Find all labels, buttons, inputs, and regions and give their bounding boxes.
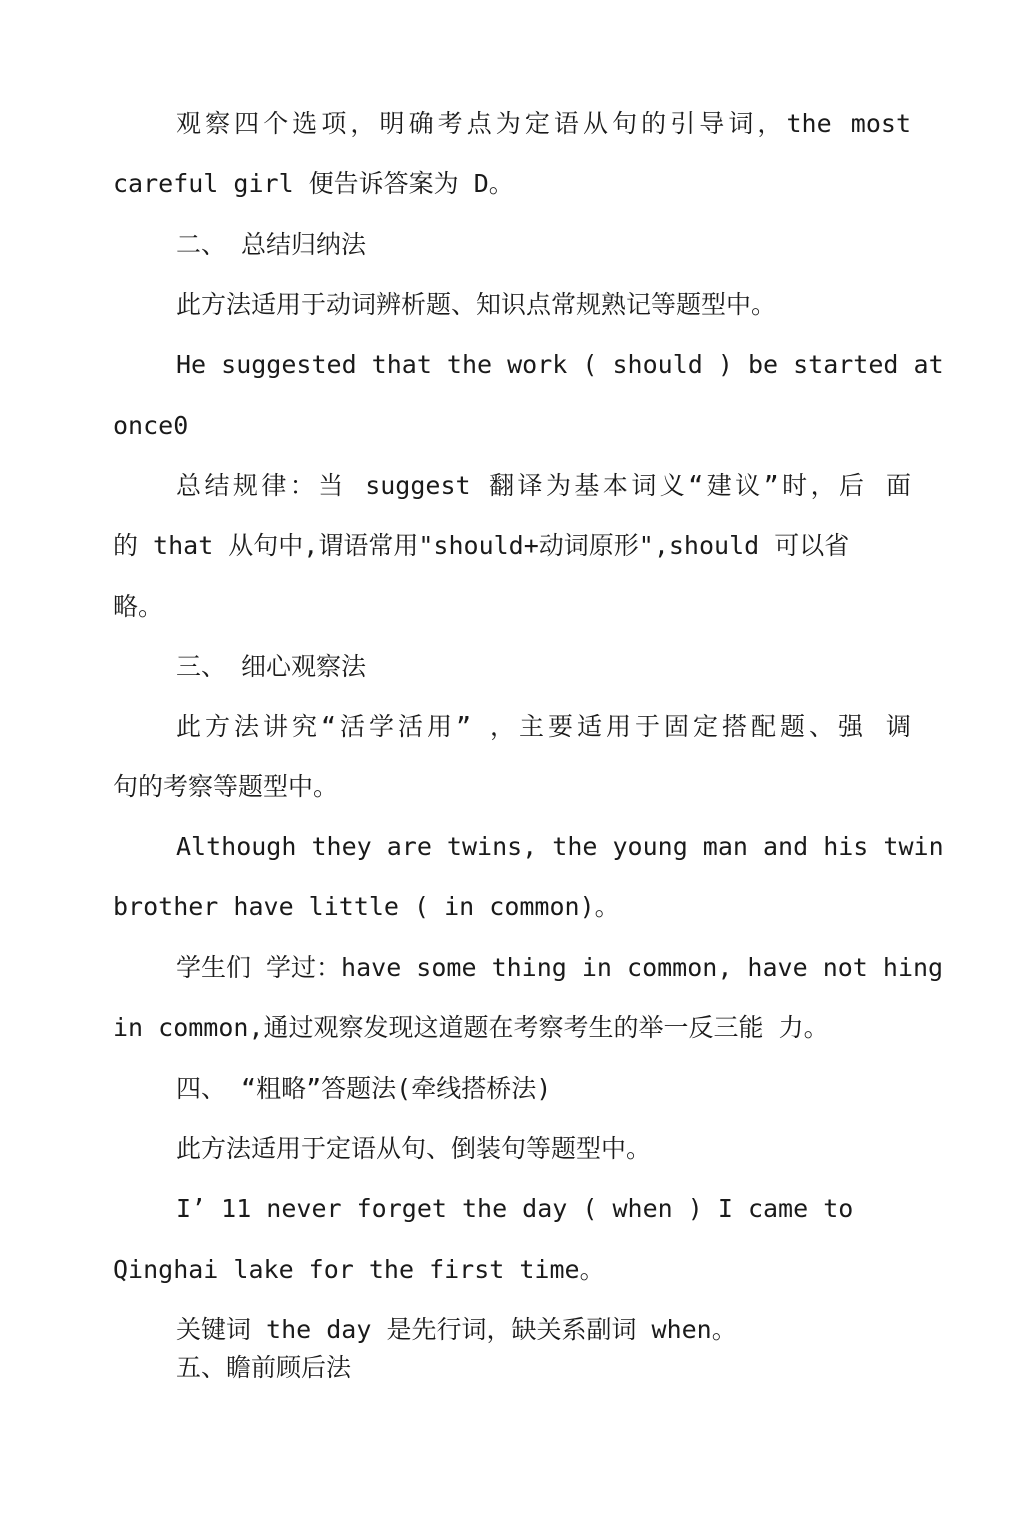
paragraph-line-4: 此方法适用于动词辨析题、知识点常规熟记等题型中。 [176,290,777,319]
paragraph-line-9: 略。 [113,592,164,621]
paragraph-line-1: 观察四个选项，明确考点为定语从句的引导词，the most [176,109,911,138]
paragraph-line-15: 学生们 学过：have some thing in common, have not hing [176,953,944,982]
example-sentence-3-end: Qinghai lake for the first time。 [113,1255,605,1284]
section-heading-2: 二、 总结归纳法 [176,230,367,259]
example-sentence-3: I’ 11 never forget the day ( when ) I came to [176,1194,854,1223]
example-sentence-1-end: once0 [113,411,189,440]
section-heading-4: 四、 “粗略”答题法(牵线搭桥法) [176,1074,552,1103]
example-sentence-1: He suggested that the work ( should ) be started at [176,350,944,379]
paragraph-line-21: 关键词 the day 是先行词，缺关系副词 when。 [176,1315,737,1344]
paragraph-line-12: 句的考察等题型中。 [113,772,339,801]
section-heading-5: 五、瞻前顾后法 [176,1353,352,1382]
paragraph-line-8: 的 that 从句中,谓语常用"should+动词原形",should 可以省 [113,531,850,560]
paragraph-line-2: careful girl 便告诉答案为 D。 [113,169,514,198]
paragraph-line-18: 此方法适用于定语从句、倒装句等题型中。 [176,1134,652,1163]
paragraph-line-16: in common,通过观察发现这道题在考察考生的举一反三能 力。 [113,1013,829,1042]
paragraph-line-7: 总结规律：当 suggest 翻译为基本词义“建议”时，后 面 [176,471,911,500]
paragraph-line-11: 此方法讲究“活学活用” ，主要适用于固定搭配题、强 调 [176,712,911,741]
example-sentence-2: Although they are twins, the young man and his twin [176,832,944,861]
example-sentence-2-end: brother have little ( in common)。 [113,892,620,921]
section-heading-3: 三、 细心观察法 [176,652,367,681]
